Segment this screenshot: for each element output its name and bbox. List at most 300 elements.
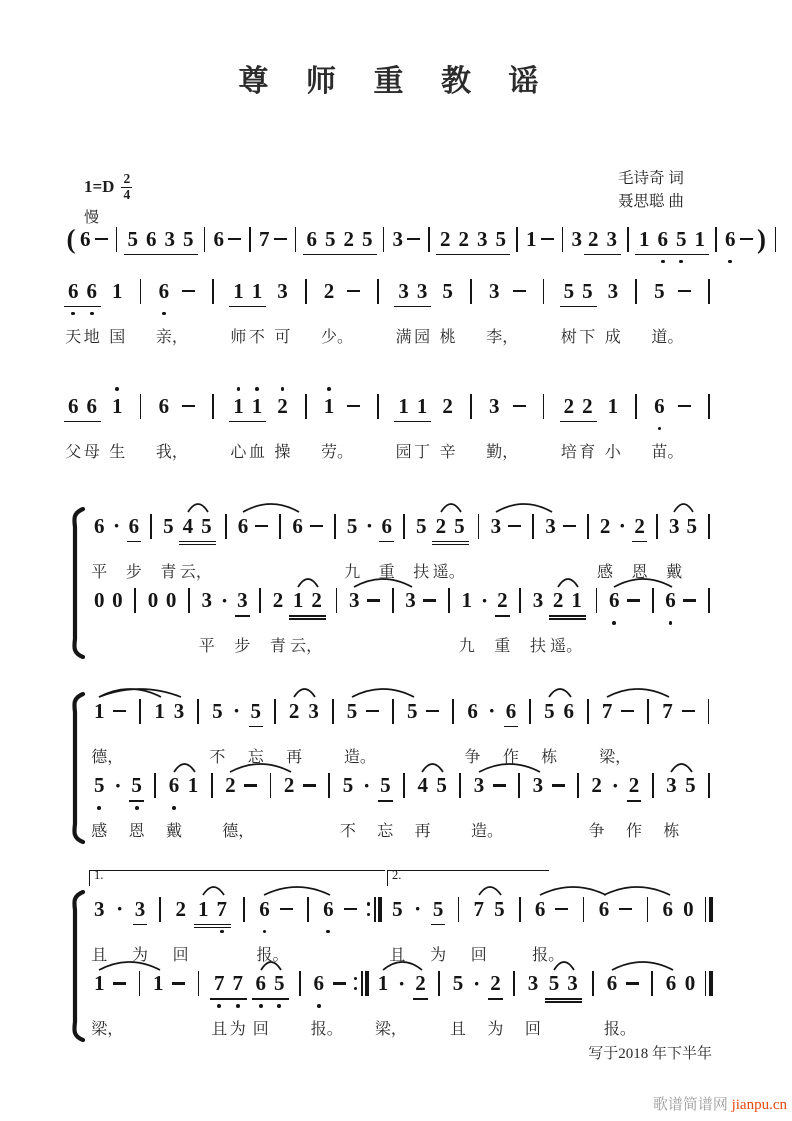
note: 6	[80, 226, 91, 251]
note: 6 父	[65, 393, 82, 461]
barline	[702, 270, 716, 345]
barline	[702, 690, 716, 765]
note: 2	[413, 963, 428, 1038]
barline	[769, 218, 783, 269]
barline	[464, 270, 478, 345]
parenthesis: (	[66, 223, 76, 254]
barline	[513, 888, 527, 963]
barline	[134, 270, 148, 345]
composition-date-note: 写于2018 年下半年	[588, 1046, 712, 1062]
note: 1 不	[248, 278, 265, 346]
credits	[618, 167, 684, 213]
note: 2 操	[275, 385, 290, 460]
note: 7	[662, 698, 673, 723]
beam-group	[179, 505, 216, 580]
note: 6	[292, 513, 303, 538]
note: 0	[684, 971, 696, 995]
note: 3 扶	[530, 588, 547, 655]
barline	[219, 505, 233, 580]
note: 5	[321, 218, 340, 269]
system-brace-icon	[66, 692, 88, 844]
note: 5 为	[430, 896, 447, 964]
note: 2 少。	[321, 278, 354, 346]
barline	[110, 218, 124, 269]
barline	[621, 218, 635, 269]
beam-group	[161, 218, 198, 269]
note: 6	[213, 226, 224, 251]
note: 5 且	[449, 971, 466, 1038]
meter-numerator: 2	[123, 171, 131, 186]
barline	[198, 218, 212, 269]
barline	[237, 888, 251, 963]
note: 6 天	[65, 278, 82, 346]
barline	[322, 765, 336, 840]
augmentation-dot: ·	[398, 970, 406, 996]
note: 2 再	[286, 698, 303, 766]
note: 2 作	[625, 773, 643, 840]
watermark-domain-link[interactable]: jianpu.cn	[731, 1097, 787, 1113]
note: 1 九	[458, 588, 475, 655]
barline	[386, 690, 400, 765]
duet3-voice2-line	[92, 963, 716, 1038]
duration-dash	[539, 218, 556, 269]
note: 6 苗。	[651, 393, 684, 461]
note: 3	[571, 226, 582, 251]
note: 5	[270, 963, 289, 1038]
note: 5 道。	[651, 278, 684, 346]
barline	[128, 580, 142, 655]
beam-group	[394, 270, 431, 345]
augmentation-dot: ·	[473, 970, 481, 996]
repeat-barline	[365, 888, 384, 963]
barline	[153, 888, 167, 963]
note: 2 德，	[222, 773, 255, 840]
note: 6	[665, 971, 677, 995]
note: 5 树	[560, 278, 577, 346]
duration-dash	[93, 218, 110, 269]
note: 2 青	[270, 588, 287, 655]
beam-group	[560, 270, 597, 345]
note: 2	[436, 218, 455, 269]
note: 1	[691, 218, 710, 269]
barline	[371, 385, 385, 460]
note: 6	[142, 218, 161, 269]
barline	[526, 505, 540, 580]
note: 5	[685, 773, 696, 797]
barline	[386, 580, 400, 655]
barline	[641, 690, 655, 765]
note: 5	[179, 218, 198, 269]
note: 1	[567, 580, 586, 655]
augmentation-dot: ·	[618, 513, 627, 538]
note: 1 园	[395, 393, 412, 461]
note: 3 勤，	[486, 393, 519, 461]
note: 7 且	[211, 971, 228, 1038]
note: 3 且	[91, 896, 108, 964]
note: 3 可	[274, 278, 291, 346]
augmentation-dot: ·	[611, 772, 619, 798]
note: 6	[663, 580, 678, 655]
note: 3	[532, 773, 544, 797]
beam-group	[473, 218, 510, 269]
note: 0	[683, 896, 694, 921]
barline	[263, 765, 277, 840]
note: 5	[124, 218, 143, 269]
barline	[192, 963, 206, 1038]
barline	[577, 888, 591, 963]
note: 6 报。	[532, 896, 565, 964]
barline	[709, 218, 723, 269]
augmentation-dot: ·	[220, 587, 229, 613]
note: 6 我，	[155, 393, 188, 461]
note: 6	[654, 218, 673, 269]
barline	[182, 580, 196, 655]
page-title: 尊 师 重 教 谣	[238, 65, 554, 98]
duration-dash	[738, 218, 755, 269]
barline	[133, 690, 147, 765]
note: 1	[154, 698, 165, 723]
note: 2	[283, 773, 295, 797]
note: 5	[492, 218, 511, 269]
barline	[329, 580, 343, 655]
note: 2 重	[494, 588, 511, 655]
intro-line	[64, 218, 766, 269]
barline	[326, 690, 340, 765]
beam-group	[303, 218, 340, 269]
system-brace-icon	[66, 507, 88, 659]
barline	[432, 963, 446, 1038]
duration-dash	[681, 580, 698, 655]
duration-dash	[550, 765, 567, 840]
beam-group	[672, 218, 709, 269]
note: 6 戴	[165, 773, 183, 840]
barline	[451, 888, 465, 963]
note: 5 造。	[343, 698, 376, 766]
duet1-voice2-line	[92, 580, 716, 655]
duration-dash	[170, 963, 187, 1038]
note: 7	[259, 226, 270, 251]
final-barline	[702, 963, 716, 1038]
note: 5 桃	[439, 278, 456, 346]
note: 6	[321, 888, 336, 963]
beam-group	[635, 218, 672, 269]
augmentation-dot: ·	[414, 896, 422, 921]
beam-group	[340, 218, 377, 269]
duet3-voice1-line	[91, 868, 716, 964]
time-signature	[121, 172, 132, 203]
note: 6 作	[502, 698, 519, 766]
meter-denominator: 4	[123, 186, 131, 202]
note: 2 培	[560, 393, 577, 461]
note: 1 师	[230, 278, 247, 346]
augmentation-dot: ·	[365, 513, 374, 538]
tempo-marking: 慢	[84, 209, 100, 226]
note: 0	[112, 588, 123, 612]
barline	[148, 765, 162, 840]
barline	[301, 888, 315, 963]
augmentation-dot: ·	[362, 772, 371, 798]
note: 3 李，	[486, 278, 519, 346]
duration-dash	[308, 505, 325, 580]
watermark-site-name: 歌谱简谱网	[652, 1097, 728, 1113]
note: 1 云，	[290, 588, 323, 655]
duration-dash	[301, 765, 318, 840]
ending-number: 1.	[94, 868, 104, 882]
barline	[144, 505, 158, 580]
note: 6	[563, 698, 574, 723]
barline	[328, 505, 342, 580]
note: 3 园	[414, 278, 431, 346]
note: 2	[455, 218, 474, 269]
note: 2	[584, 218, 603, 269]
duration-dash	[625, 580, 642, 655]
repeat-barline	[352, 963, 371, 1038]
duration-dash	[272, 218, 289, 269]
note: 0	[165, 588, 177, 612]
system-brace-icon	[66, 890, 88, 1042]
barline	[510, 218, 524, 269]
melody-line-2	[64, 385, 716, 460]
note: 3	[308, 698, 319, 723]
note: 5	[407, 698, 418, 723]
barline	[397, 505, 411, 580]
note: 1	[194, 888, 213, 963]
barline	[299, 385, 313, 460]
note: 3 步	[234, 588, 251, 655]
beam-group	[210, 963, 247, 1038]
note: 1 血	[248, 385, 267, 460]
lyricist-credit: 毛诗奇 词	[618, 170, 684, 187]
note: 2 争	[588, 773, 605, 840]
barline	[422, 218, 436, 269]
note: 5	[197, 505, 216, 580]
barline	[377, 218, 391, 269]
note: 2 遥。	[432, 513, 465, 581]
note: 3 满	[395, 278, 412, 346]
barline	[134, 385, 148, 460]
barline	[191, 690, 205, 765]
barline	[537, 385, 551, 460]
barline	[512, 765, 526, 840]
barline	[442, 580, 456, 655]
note: 3	[173, 698, 185, 723]
beam-group	[560, 385, 597, 460]
beam-group	[229, 270, 266, 345]
note: 6 报。	[256, 896, 289, 964]
barline	[702, 385, 716, 460]
note: 7 回	[470, 896, 487, 964]
duet-system-3	[91, 868, 716, 1038]
barline	[472, 505, 486, 580]
barline	[581, 690, 595, 765]
barline	[464, 385, 478, 460]
duration-dash	[421, 580, 438, 655]
ending-number: 2.	[392, 868, 402, 882]
note: 1 国	[109, 278, 126, 346]
note: 1	[526, 226, 537, 251]
note: 1 德，	[91, 698, 124, 766]
barline	[133, 963, 147, 1038]
barline	[243, 218, 257, 269]
note: 2 辛	[439, 393, 456, 461]
note: 7	[213, 888, 232, 963]
note: 1 小	[604, 393, 621, 461]
note: 5 忘	[377, 773, 394, 840]
note: 7 梁，	[599, 698, 632, 766]
barline	[371, 270, 385, 345]
note: 6 报。	[310, 971, 343, 1038]
note: 6	[303, 218, 322, 269]
note: 1 梁，	[374, 971, 407, 1038]
parenthesis: )	[757, 223, 766, 254]
site-watermark	[653, 1093, 787, 1114]
note: 3	[603, 218, 622, 269]
note: 4 再	[414, 773, 431, 840]
note: 5 恩	[128, 773, 145, 840]
barline	[206, 270, 220, 345]
note: 3	[349, 588, 360, 612]
note: 6 母	[83, 393, 100, 461]
duration-dash	[405, 218, 422, 269]
note: 2 为	[487, 971, 504, 1038]
note: 5	[494, 896, 505, 921]
note: 0	[94, 588, 105, 612]
note: 1	[635, 218, 654, 269]
volta-ending-bracket	[387, 870, 549, 886]
barline	[453, 765, 467, 840]
barline	[646, 580, 660, 655]
note: 6	[598, 896, 610, 921]
note: 5	[686, 513, 697, 538]
melody-line-1	[64, 270, 716, 345]
note: 5 忘	[247, 698, 264, 766]
key-signature: 1=D	[84, 177, 115, 197]
barline	[507, 963, 521, 1038]
note: 1 生	[110, 385, 125, 460]
note: 5 不	[209, 698, 226, 766]
duet-system-2	[92, 690, 716, 839]
note: 6 亲，	[155, 278, 188, 346]
note: 5 不	[339, 773, 356, 840]
barline	[205, 765, 219, 840]
note: 2 育	[579, 393, 596, 461]
augmentation-dot: ·	[112, 513, 121, 538]
barline	[253, 580, 267, 655]
duet1-voice1-line	[92, 505, 716, 580]
note: 2 回	[172, 896, 189, 964]
note: 1	[187, 773, 199, 797]
note: 6 争	[464, 698, 481, 766]
note: 6	[237, 513, 249, 538]
barline	[299, 270, 313, 345]
note: 5 且	[389, 896, 406, 964]
note: 3	[490, 513, 502, 538]
augmentation-dot: ·	[115, 896, 124, 921]
note: 5	[450, 505, 469, 580]
note: 1 梁，	[91, 971, 124, 1038]
barline	[650, 505, 664, 580]
note: 3	[405, 588, 416, 612]
barline	[589, 580, 603, 655]
beam-group	[194, 888, 231, 963]
barline	[702, 765, 716, 840]
barline	[513, 580, 527, 655]
note: 3 成	[604, 278, 621, 346]
note: 2 感	[597, 513, 614, 581]
barline	[206, 385, 220, 460]
note: 3	[161, 218, 180, 269]
note: 5 青	[160, 513, 177, 581]
volta-ending-bracket	[89, 870, 385, 886]
note: 5	[672, 218, 691, 269]
note: 3	[392, 226, 403, 251]
beam-group	[545, 963, 582, 1038]
beam-group	[432, 505, 469, 580]
barline	[446, 690, 460, 765]
beam-group	[289, 580, 326, 655]
note: 5	[545, 963, 564, 1038]
note: 2 恩	[631, 513, 648, 581]
barline	[397, 765, 411, 840]
note: 6	[662, 896, 674, 921]
note: 5 扶	[413, 513, 430, 581]
duration-dash	[253, 505, 270, 580]
duet2-voice1-line	[92, 690, 716, 765]
barline	[702, 505, 716, 580]
augmentation-dot: ·	[480, 587, 489, 613]
barline	[293, 963, 307, 1038]
duration-dash	[506, 505, 523, 580]
barline	[645, 963, 659, 1038]
note: 3	[473, 218, 492, 269]
beam-group	[64, 270, 101, 345]
barline	[273, 505, 287, 580]
barline	[629, 270, 643, 345]
note: 2	[340, 218, 359, 269]
duration-dash	[424, 690, 441, 765]
note: 6 报。	[603, 971, 636, 1038]
duet-system-1	[92, 505, 716, 654]
note: 5 感	[91, 773, 108, 840]
duration-dash	[561, 505, 578, 580]
beam-group	[549, 580, 586, 655]
note: 1 丁	[414, 393, 431, 461]
final-barline	[702, 888, 716, 963]
note: 3 回	[524, 971, 541, 1038]
barline	[523, 690, 537, 765]
beam-group	[394, 385, 431, 460]
duration-dash	[680, 690, 697, 765]
duration-dash	[617, 888, 634, 963]
note: 7 为	[229, 971, 246, 1038]
note: 5 栋	[541, 698, 558, 766]
note: 3 为	[131, 896, 148, 964]
note: 6 平	[91, 513, 108, 581]
note: 6 回	[252, 971, 269, 1038]
beam-group	[124, 218, 161, 269]
note: 1 心	[229, 385, 248, 460]
note: 3 造。	[470, 773, 504, 840]
note: 6	[607, 580, 622, 655]
beam-group	[64, 385, 101, 460]
note: 5 九	[344, 513, 361, 581]
barline	[646, 765, 660, 840]
duet2-voice2-line	[92, 765, 716, 840]
note: 6 地	[83, 278, 100, 346]
duration-dash	[342, 888, 359, 963]
barline	[629, 385, 643, 460]
note: 0	[147, 588, 159, 612]
